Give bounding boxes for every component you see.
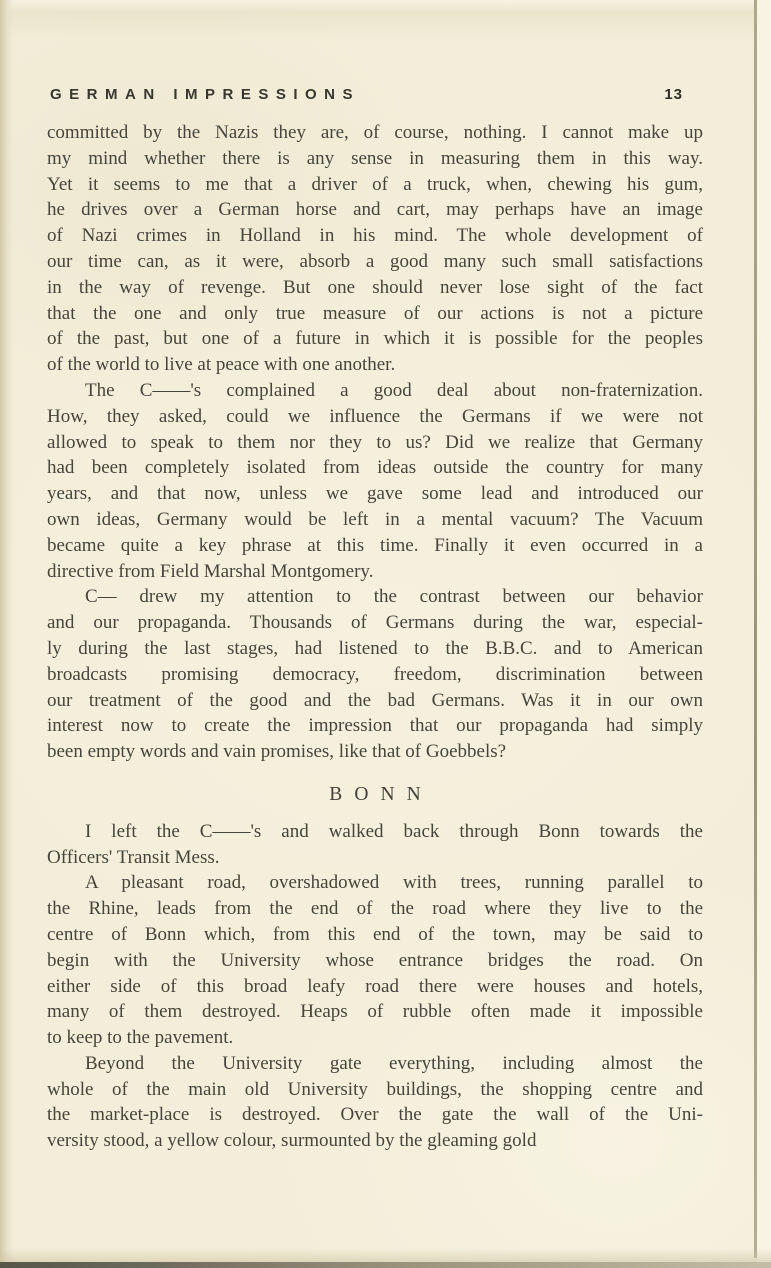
text-line: ly during the last stages, had listened to the B.B.C. and to American: [47, 637, 703, 659]
page-content: [47, 86, 703, 1154]
text-line: I left the C——'s and walked back through Bonn towards the: [85, 820, 703, 842]
text-line: The C——'s complained a good deal about non-fraternization.: [85, 379, 703, 401]
paragraph: [47, 819, 703, 871]
scan-edge-top: [0, 0, 771, 42]
text-line: of Nazi crimes in Holland in his mind. The whole development of: [47, 225, 703, 247]
text-line: our time can, as it were, absorb a good many such small satisfactions: [47, 250, 703, 272]
text-line: of the world to live at peace with one another.: [47, 354, 396, 376]
text-line: allowed to speak to them nor they to us? Did we realize that Germany: [47, 431, 703, 453]
text-line: A pleasant road, overshadowed with trees, running parallel to: [85, 872, 703, 894]
text-line: committed by the Nazis they are, of course, nothing. I cannot make up: [47, 122, 703, 143]
text-line: in the way of revenge. But one should never lose sight of the fact: [47, 276, 703, 298]
section-heading: BONN: [329, 783, 433, 805]
text-line: my mind whether there is any sense in measuring them in this way.: [47, 147, 703, 169]
text-line: centre of Bonn which, from this end of the town, may be said to: [47, 923, 703, 945]
text-line: own ideas, Germany would be left in a mental vacuum? The Vacuum: [47, 508, 703, 530]
paragraph: [47, 1051, 703, 1154]
text-line: either side of this broad leafy road there were houses and hotels,: [47, 975, 703, 997]
text-line: Yet it seems to me that a driver of a truck, when, chewing his gum,: [47, 173, 703, 195]
text-line: he drives over a German horse and cart, may perhaps have an image: [47, 199, 703, 221]
scan-edge-bottom-shade: [0, 1248, 771, 1262]
text-line: our treatment of the good and the bad Germans. Was it in our own: [47, 689, 703, 711]
text-line: that the one and only true measure of our actions is not a picture: [47, 302, 703, 324]
text-line: of the past, but one of a future in which it is possible for the peoples: [47, 328, 703, 350]
text-line: begin with the University whose entrance bridges the road. On: [47, 949, 703, 971]
text-line: the Rhine, leads from the end of the road where they live to the: [47, 898, 703, 920]
text-line: interest now to create the impression that our propaganda had simply: [47, 715, 703, 737]
text-line: became quite a key phrase at this time. Finally it even occurred in a: [47, 534, 703, 556]
text-line: had been completely isolated from ideas outside the country for many: [47, 457, 703, 479]
body-text: [47, 120, 703, 1154]
text-line: versity stood, a yellow colour, surmounted by the gleaming gold: [47, 1130, 537, 1152]
text-line: many of them destroyed. Heaps of rubble often made it impossible: [47, 1001, 703, 1023]
text-line: been empty words and vain promises, like that of Goebbels?: [47, 741, 507, 763]
text-line: and our propaganda. Thousands of Germans during the war, especial-: [47, 612, 703, 634]
text-line: broadcasts promising democracy, freedom, discrimination between: [47, 663, 703, 685]
paragraph: [47, 584, 703, 765]
paragraph: [47, 120, 703, 378]
text-line: Beyond the University gate everything, including almost the: [85, 1052, 703, 1074]
text-line: How, they asked, could we influence the Germans if we were not: [47, 405, 703, 427]
text-line: directive from Field Marshal Montgomery.: [47, 560, 374, 582]
text-line: to keep to the pavement.: [47, 1027, 234, 1049]
text-line: C— drew my attention to the contrast between our behavior: [85, 586, 703, 608]
scan-edge-right: [757, 0, 771, 1262]
text-line: Officers' Transit Mess.: [47, 846, 220, 868]
page-number: 13: [664, 86, 683, 103]
paragraph: [47, 870, 703, 1051]
scan-edge-bottom: [0, 1262, 771, 1268]
text-line: the market-place is destroyed. Over the gate the wall of the Uni-: [47, 1104, 703, 1126]
running-head-title: GERMAN IMPRESSIONS: [50, 86, 361, 103]
scan-edge-left: [0, 0, 14, 1268]
running-header: [47, 86, 703, 103]
text-line: whole of the main old University buildings, the shopping centre and: [47, 1078, 703, 1100]
text-line: years, and that now, unless we gave some lead and introduced our: [47, 483, 703, 505]
paragraph: [47, 378, 703, 584]
